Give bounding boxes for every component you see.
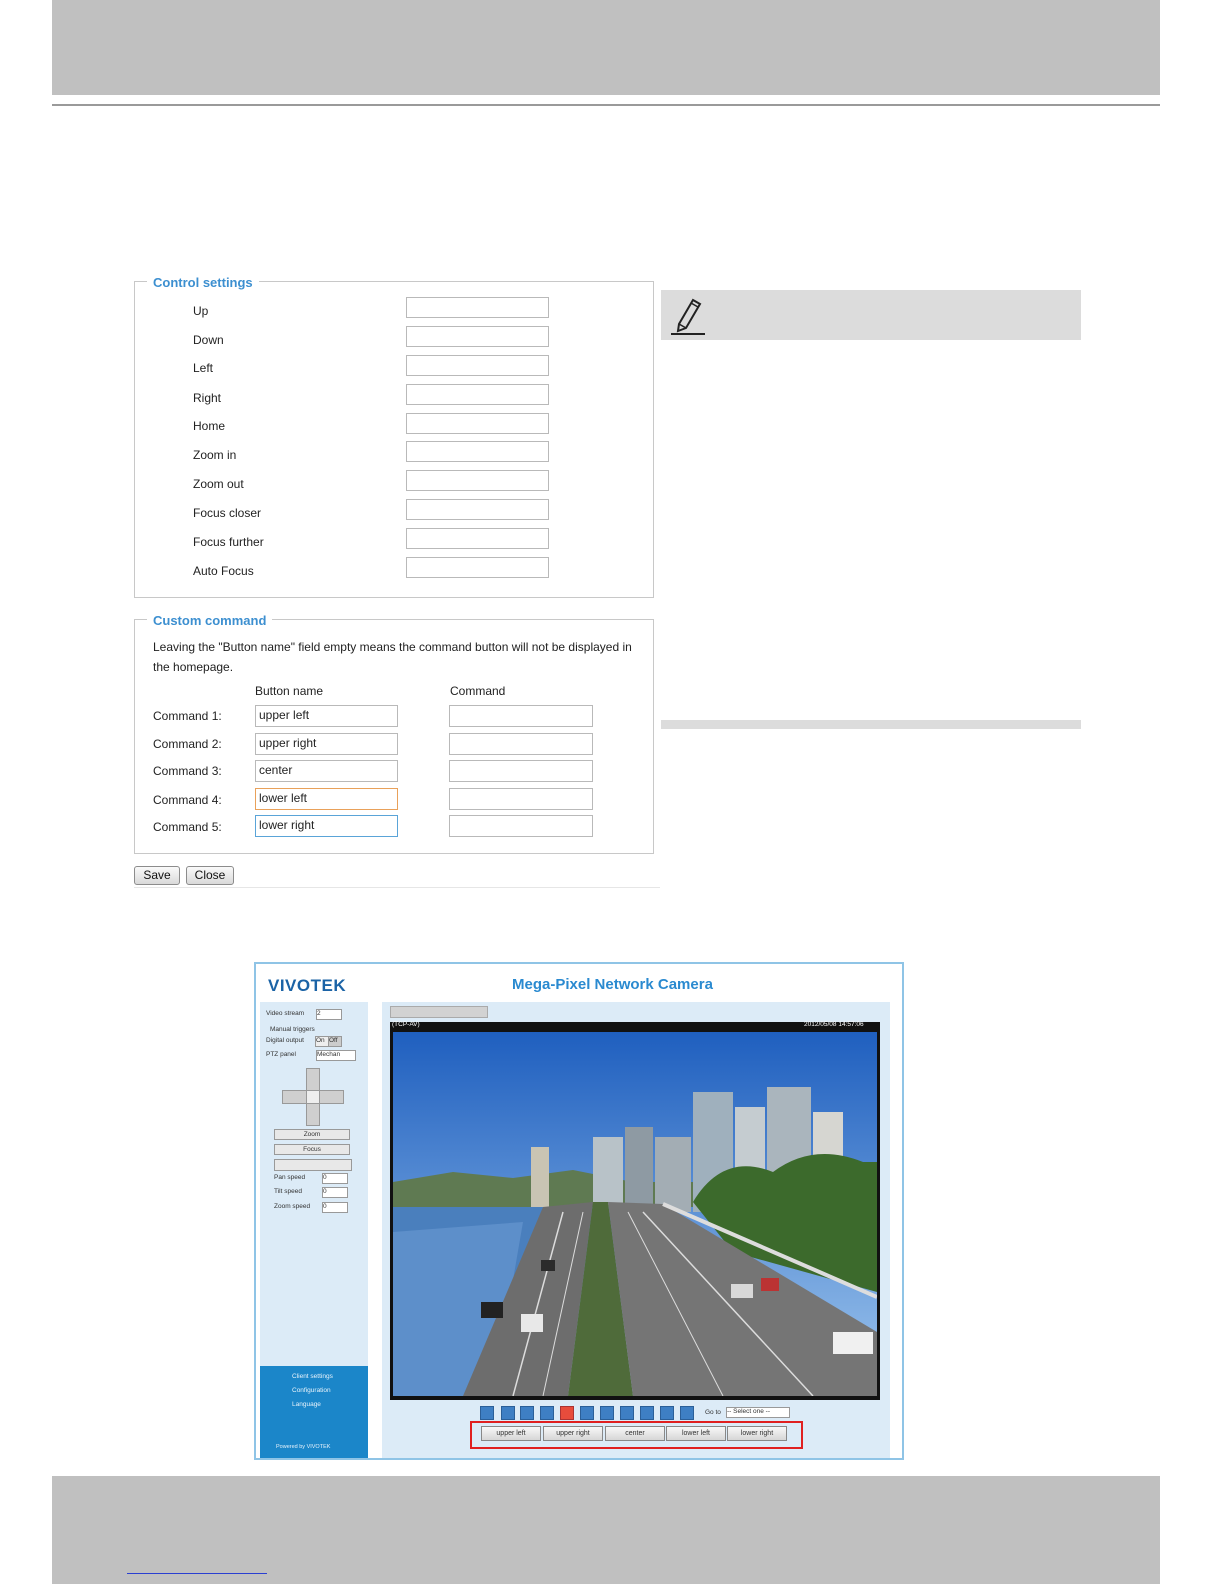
command-2-button-name-input[interactable]: upper right	[255, 733, 398, 755]
down-label: Down	[193, 333, 224, 347]
auto-focus-label: Auto Focus	[193, 564, 254, 578]
up-command-input[interactable]	[406, 297, 549, 318]
fullscreen-icon[interactable]	[680, 1406, 694, 1420]
goto-preset-select[interactable]: -- Select one --	[726, 1407, 790, 1418]
focus-further-label: Focus further	[193, 535, 264, 549]
auto-focus-command-input[interactable]	[406, 557, 549, 578]
manual-triggers-label[interactable]: Manual triggers	[270, 1026, 315, 1033]
digital-zoom-icon[interactable]	[501, 1406, 515, 1420]
client-settings-link[interactable]: Client settings	[292, 1373, 333, 1380]
zoom-in-label: Zoom in	[193, 448, 237, 462]
custom-command-legend: Custom command	[147, 613, 272, 628]
command-1-label: Command 1:	[153, 709, 222, 723]
focus-closer-command-input[interactable]	[406, 499, 549, 520]
video-protocol-overlay: (TCP-AV)	[392, 1021, 420, 1028]
command-2-command-input[interactable]	[449, 733, 593, 755]
live-video-frame	[393, 1032, 877, 1396]
powered-by-label: Powered by VIVOTEK	[276, 1444, 331, 1450]
configuration-link[interactable]: Configuration	[292, 1387, 331, 1394]
camera-title: Mega-Pixel Network Camera	[512, 976, 713, 993]
digital-output-label: Digital output	[266, 1037, 304, 1044]
zoom-speed-select[interactable]: 0	[322, 1202, 348, 1213]
zoom-in-command-input[interactable]	[406, 441, 549, 462]
control-settings-legend: Control settings	[147, 275, 259, 290]
lower-right-command-button[interactable]: lower right	[727, 1426, 787, 1441]
command-5-command-input[interactable]	[449, 815, 593, 837]
ptz-panel-label: PTZ panel	[266, 1051, 296, 1058]
pan-speed-select[interactable]: 0	[322, 1173, 348, 1184]
note-box	[661, 290, 1081, 340]
command-2-label: Command 2:	[153, 737, 222, 751]
command-5-button-name-input[interactable]: lower right	[255, 815, 398, 837]
vivotek-logo: VIVOTEK	[268, 976, 347, 995]
city-highway-scene	[393, 1032, 877, 1396]
command-3-button-name-input[interactable]: center	[255, 760, 398, 782]
focus-control[interactable]: Focus	[274, 1144, 350, 1155]
control-settings-section	[134, 281, 654, 598]
zoom-out-command-input[interactable]	[406, 470, 549, 491]
left-command-input[interactable]	[406, 355, 549, 376]
close-button[interactable]: Close	[186, 866, 234, 885]
tilt-speed-label: Tilt speed	[274, 1188, 302, 1195]
digital-output-on-button[interactable]: On	[315, 1036, 329, 1047]
command-header: Command	[450, 684, 506, 698]
command-1-command-input[interactable]	[449, 705, 593, 727]
command-3-label: Command 3:	[153, 764, 222, 778]
command-3-command-input[interactable]	[449, 760, 593, 782]
talk-icon[interactable]	[620, 1406, 634, 1420]
center-command-button[interactable]: center	[605, 1426, 665, 1441]
volume-icon[interactable]	[580, 1406, 594, 1420]
ptz-panel-select[interactable]: Mechan	[316, 1050, 356, 1061]
ptz-direction-pad[interactable]	[282, 1068, 342, 1124]
upper-left-command-button[interactable]: upper left	[481, 1426, 541, 1441]
save-button[interactable]: Save	[134, 866, 180, 885]
zoom-control[interactable]: Zoom	[274, 1129, 350, 1140]
command-1-button-name-input[interactable]: upper left	[255, 705, 398, 727]
home-label: Home	[193, 419, 226, 433]
snapshot-icon[interactable]	[480, 1406, 494, 1420]
goto-label: Go to	[705, 1409, 721, 1416]
pan-speed-label: Pan speed	[274, 1174, 306, 1181]
video-stream-select[interactable]: 2	[316, 1009, 342, 1020]
custom-command-description-cont: the homepage.	[153, 660, 234, 674]
camera-homepage-screenshot	[254, 962, 904, 1460]
ptz-icon[interactable]	[660, 1406, 674, 1420]
tilt-speed-select[interactable]: 0	[322, 1187, 348, 1198]
header-rule	[52, 104, 1160, 106]
focus-closer-label: Focus closer	[193, 506, 262, 520]
digital-output-off-button[interactable]: Off	[328, 1036, 342, 1047]
video-stream-label: Video stream	[266, 1010, 305, 1017]
stream-tabs[interactable]	[390, 1006, 488, 1018]
command-4-button-name-input[interactable]: lower left	[255, 788, 398, 810]
header-band	[52, 0, 1160, 95]
microphone-icon[interactable]	[640, 1406, 654, 1420]
lower-left-command-button[interactable]: lower left	[666, 1426, 726, 1441]
command-4-label: Command 4:	[153, 793, 222, 807]
note-divider	[661, 720, 1081, 729]
pencil-icon	[667, 294, 707, 336]
down-command-input[interactable]	[406, 326, 549, 347]
stop-icon[interactable]	[540, 1406, 554, 1420]
footer-link[interactable]	[127, 1565, 267, 1574]
language-link[interactable]: Language	[292, 1401, 321, 1408]
command-4-command-input[interactable]	[449, 788, 593, 810]
right-command-input[interactable]	[406, 384, 549, 405]
button-name-header: Button name	[255, 684, 324, 698]
focus-further-command-input[interactable]	[406, 528, 549, 549]
actions-divider	[134, 887, 660, 888]
left-label: Left	[193, 361, 214, 375]
video-timestamp-overlay: 2012/05/08 14:57:06	[804, 1021, 864, 1028]
up-label: Up	[193, 304, 209, 318]
home-command-input[interactable]	[406, 413, 549, 434]
upper-right-command-button[interactable]: upper right	[543, 1426, 603, 1441]
record-icon[interactable]	[560, 1406, 574, 1420]
focus-preset-buttons[interactable]	[274, 1159, 352, 1171]
zoom-speed-label: Zoom speed	[274, 1203, 311, 1210]
pause-icon[interactable]	[520, 1406, 534, 1420]
custom-command-description: Leaving the "Button name" field empty means the command button will not be displayed in	[153, 640, 632, 654]
zoom-out-label: Zoom out	[193, 477, 244, 491]
right-label: Right	[193, 391, 222, 405]
command-5-label: Command 5:	[153, 820, 222, 834]
mute-icon[interactable]	[600, 1406, 614, 1420]
